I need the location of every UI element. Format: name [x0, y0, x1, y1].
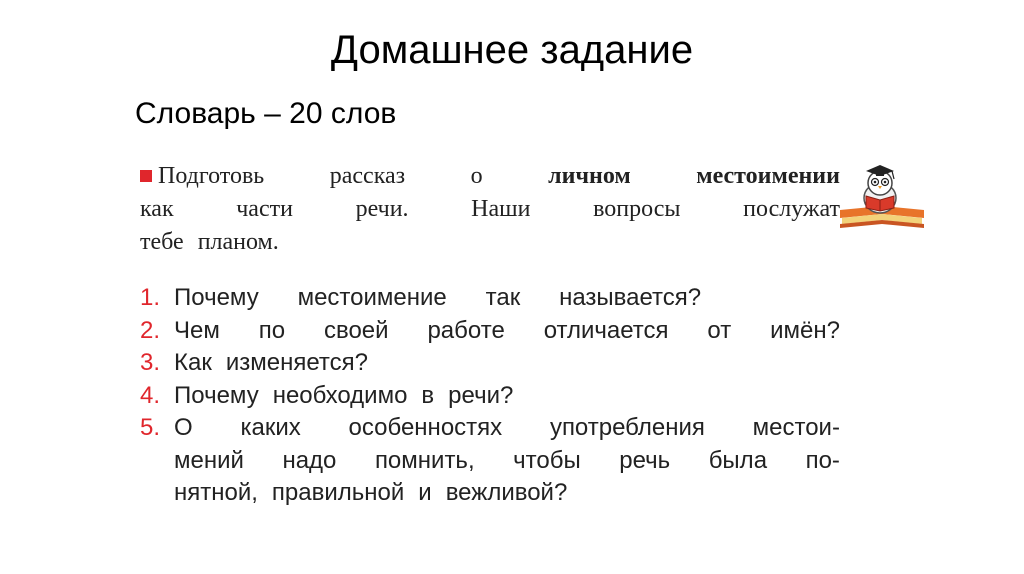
- task-word: вопросы: [593, 196, 681, 222]
- list-item: [140, 445, 840, 478]
- question-number: [140, 477, 174, 510]
- task-word: речи.: [355, 196, 409, 222]
- question-word: местоимение: [297, 284, 447, 311]
- question-word: по: [258, 316, 286, 344]
- task-line: [140, 193, 840, 226]
- slide-subtitle: Словарь – 20 слов: [135, 97, 397, 130]
- question-number: 3.: [140, 349, 161, 376]
- question-word: помнить,: [374, 446, 475, 474]
- list-item: [140, 477, 840, 510]
- question-word: Почему: [174, 381, 259, 409]
- question-word: так: [485, 284, 521, 311]
- question-word: каких: [240, 414, 301, 441]
- question-word: отличается: [543, 316, 669, 344]
- list-item: [140, 412, 840, 445]
- bullet-marker-icon: [140, 170, 152, 182]
- task-word: послужат: [743, 196, 840, 222]
- question-word: изменяется?: [225, 349, 368, 376]
- task-word-bold: местоимении: [696, 163, 840, 189]
- task-word: Наши: [471, 196, 531, 222]
- question-word: нятной,: [174, 479, 258, 506]
- question-number: 2.: [140, 316, 161, 344]
- question-word: в: [421, 381, 435, 409]
- task-line: [140, 160, 840, 193]
- task-line: [140, 226, 840, 259]
- question-number: 1.: [140, 284, 161, 311]
- list-item: [140, 282, 840, 315]
- question-word: мений: [174, 446, 244, 474]
- question-word: речи?: [448, 381, 514, 409]
- question-number: 4.: [140, 381, 161, 409]
- task-word: части: [236, 196, 293, 222]
- owl-scholar-icon: [836, 158, 928, 230]
- task-block: [140, 160, 840, 259]
- question-word: местои-: [752, 414, 840, 441]
- question-word: чтобы: [513, 446, 581, 474]
- question-word: имён?: [770, 316, 840, 344]
- question-word: О: [174, 414, 193, 441]
- question-word: Чем: [174, 316, 220, 344]
- question-word: надо: [282, 446, 337, 474]
- question-word: Почему: [174, 284, 259, 311]
- question-word: вежливой?: [445, 479, 568, 506]
- question-word: работе: [427, 316, 505, 344]
- task-word: как: [140, 196, 174, 222]
- task-word: Подготовь: [158, 163, 265, 189]
- question-word: речь: [619, 446, 671, 474]
- slide-title: Домашнее задание: [330, 28, 694, 72]
- question-word: и: [418, 479, 432, 506]
- task-word: тебе: [140, 229, 184, 255]
- list-item: [140, 380, 840, 413]
- question-word: была: [708, 446, 768, 474]
- question-word: своей: [323, 316, 389, 344]
- task-word: о: [470, 163, 483, 189]
- question-number: 5.: [140, 414, 161, 441]
- question-word: употребления: [549, 414, 705, 441]
- question-word: необходимо: [272, 381, 408, 409]
- question-word: называется?: [559, 284, 702, 311]
- question-word: особенностях: [348, 414, 503, 441]
- questions-list: [140, 282, 840, 510]
- task-word: рассказ: [329, 163, 406, 189]
- question-word: Как: [174, 349, 212, 376]
- list-item: [140, 315, 840, 348]
- question-number: [140, 445, 174, 478]
- question-word: от: [707, 316, 732, 344]
- question-word: по-: [805, 446, 840, 474]
- question-word: правильной: [271, 479, 405, 506]
- list-item: [140, 347, 840, 380]
- task-word: планом.: [197, 229, 279, 255]
- task-word-bold: личном: [548, 163, 631, 189]
